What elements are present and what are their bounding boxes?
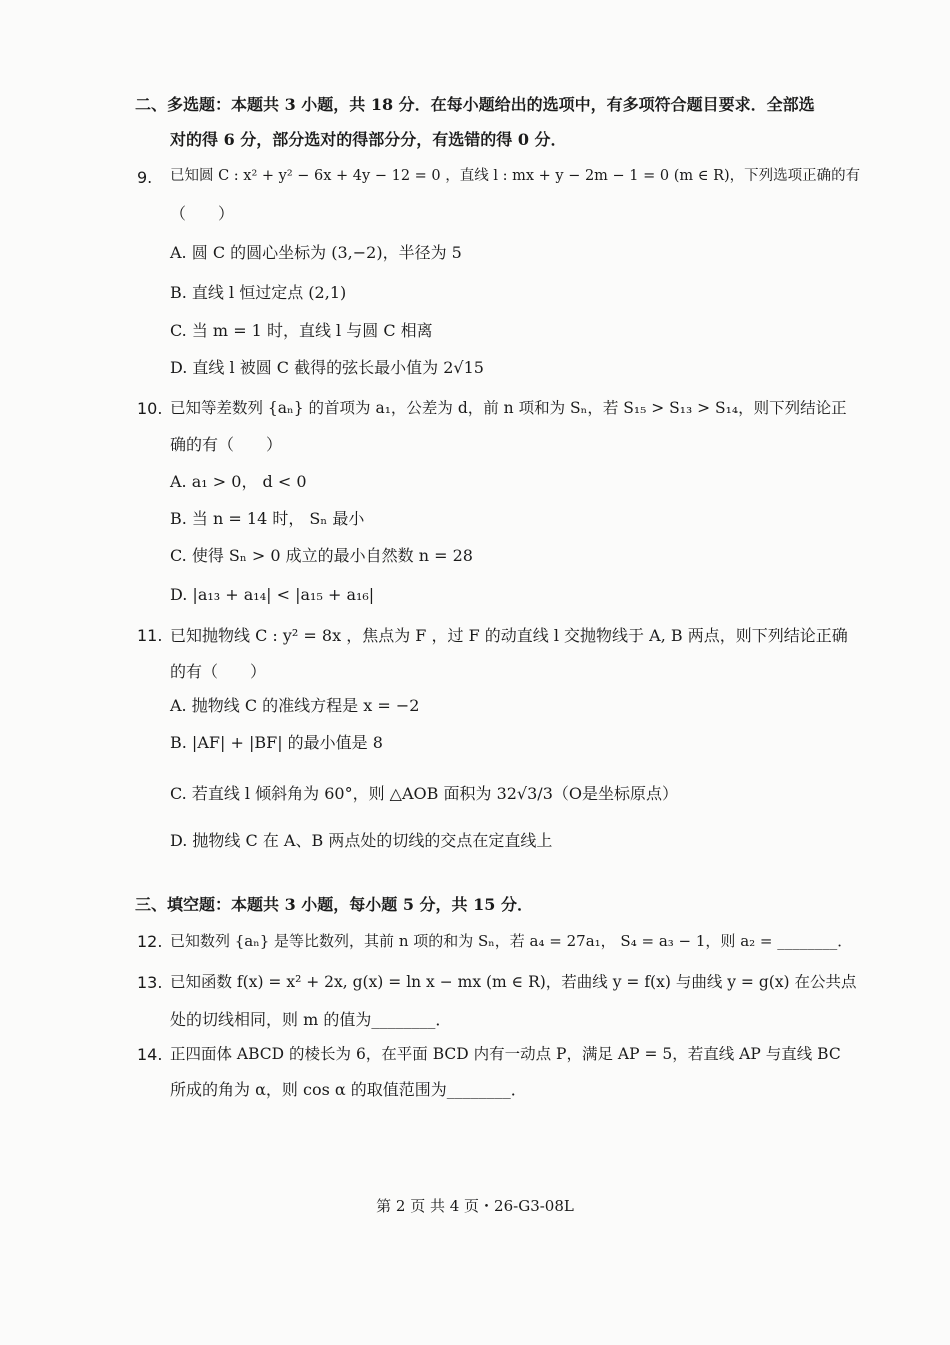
q10-option-c: C. 使得 Sₙ > 0 成立的最小自然数 n = 28 — [170, 546, 473, 565]
q10-option-d: D. |a₁₃ + a₁₄| < |a₁₅ + a₁₆| — [170, 585, 375, 604]
q11-option-c: C. 若直线 l 倾斜角为 60°，则 △AOB 面积为 32√3/3（O是坐标原点） — [170, 784, 678, 803]
q13-number: 13. — [137, 973, 163, 992]
section2-heading-line1: 二、多选题：本题共 3 小题，共 18 分．在每小题给出的选项中，有多项符合题目要求．全部选 — [135, 95, 815, 114]
q9-number: 9. — [137, 168, 153, 187]
q14-stem-line2: 所成的角为 α，则 cos α 的取值范围为________． — [170, 1080, 527, 1099]
q11-stem-line2: 的有（ ） — [170, 662, 267, 681]
q9-stem-line2: （ ） — [170, 204, 235, 223]
q10-option-b: B. 当 n = 14 时， Sₙ 最小 — [170, 509, 365, 528]
q10-option-a: A. a₁ > 0， d < 0 — [170, 472, 307, 491]
q13-stem-line1: 已知函数 f(x) = x² + 2x, g(x) = ln x − mx (m ∈ R)，若曲线 y = f(x) 与曲线 y = g(x) 在公共点 — [170, 973, 857, 991]
q10-number: 10. — [137, 399, 163, 418]
q11-number: 11. — [137, 626, 163, 645]
q11-stem-line1: 已知抛物线 C : y² = 8x ，焦点为 F ，过 F 的动直线 l 交抛物线于 A, B 两点，则下列结论正确 — [170, 626, 848, 645]
q9-option-c: C. 当 m = 1 时，直线 l 与圆 C 相离 — [170, 321, 433, 340]
q9-stem-line1: 已知圆 C : x² + y² − 6x + 4y − 12 = 0 ，直线 l : mx + y − 2m − 1 = 0 (m ∈ R)，下列选项正确的有 — [170, 168, 861, 184]
section2-heading-line2: 对的得 6 分，部分选对的得部分分，有选错的得 0 分． — [170, 130, 567, 149]
q13-stem-line2: 处的切线相同，则 m 的值为________． — [170, 1010, 452, 1029]
q11-option-a: A. 抛物线 C 的准线方程是 x = −2 — [170, 696, 420, 715]
page-footer: 第 2 页 共 4 页・26-G3-08L — [376, 1197, 574, 1215]
q12-stem: 已知数列 {aₙ} 是等比数列，其前 n 项的和为 Sₙ，若 a₄ = 27a₁， S₄ = a₃ − 1，则 a₂ = ________． — [170, 932, 853, 950]
q14-number: 14. — [137, 1045, 163, 1064]
q9-option-d: D. 直线 l 被圆 C 截得的弦长最小值为 2√15 — [170, 358, 484, 377]
q11-option-b: B. |AF| + |BF| 的最小值是 8 — [170, 733, 383, 752]
q10-stem-line2: 确的有（ ） — [170, 435, 283, 454]
section3-heading: 三、填空题：本题共 3 小题，每小题 5 分，共 15 分． — [135, 895, 533, 914]
q9-option-b: B. 直线 l 恒过定点 (2,1) — [170, 283, 347, 302]
q14-stem-line1: 正四面体 ABCD 的棱长为 6，在平面 BCD 内有一动点 P，满足 AP = 5，若直线 AP 与直线 BC — [170, 1045, 841, 1063]
q10-stem-line1: 已知等差数列 {aₙ} 的首项为 a₁，公差为 d，前 n 项和为 Sₙ，若 S₁₅ > S₁₃ > S₁₄，则下列结论正 — [170, 399, 847, 417]
q12-number: 12. — [137, 932, 163, 951]
q11-option-d: D. 抛物线 C 在 A、B 两点处的切线的交点在定直线上 — [170, 831, 553, 850]
q9-option-a: A. 圆 C 的圆心坐标为 (3,−2)，半径为 5 — [170, 243, 462, 262]
